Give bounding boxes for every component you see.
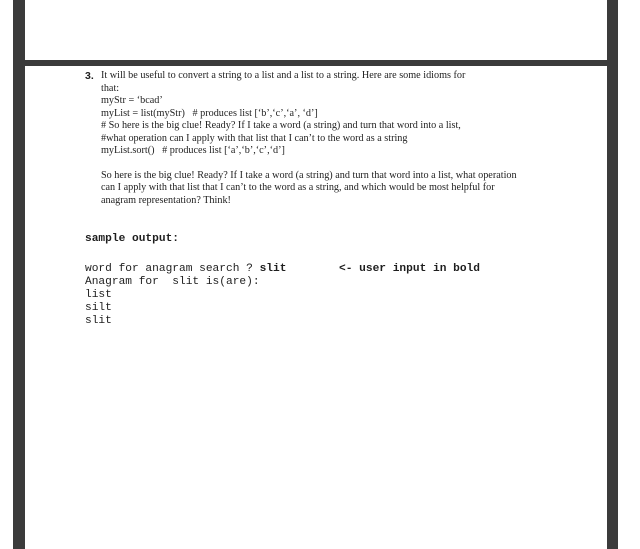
input-note: <- user input in bold [339,263,480,275]
question-line: that: [101,82,120,94]
hint-paragraph: So here is the big clue! Ready? If I take a word (a string) and turn that word into a list, what operation can I apply with that list that I can’t to the word as a string, and which would be most helpful for anagram representation? Think! [101,169,517,206]
previous-page [25,0,607,60]
question-line: It will be useful to convert a string to a list and a list to a string. Here are some idioms for [101,70,466,81]
code-line: myList.sort() # produces list [‘a’,‘b’,‘c’,‘d’] [101,145,285,156]
viewer-frame-right [607,0,618,549]
prompt-text: word for anagram search ? [85,263,260,275]
viewer-frame-left [13,0,25,549]
prompt-line [85,263,545,276]
result-item: list [85,289,112,301]
result-item: slit [85,315,112,327]
document-content [85,70,545,328]
result-item: silt [85,302,112,314]
sample-output-heading: sample output: [85,233,179,245]
result-header: Anagram for slit is(are): [85,276,260,288]
code-line: myStr = ‘bcad’ [101,95,163,106]
comment-line: # So here is the big clue! Ready? If I take a word (a string) and turn that word into a list, [101,120,461,131]
question-text [101,70,545,158]
question-block [85,70,545,158]
comment-line: #what operation can I apply with that list that I can’t to the word as a string [101,132,408,144]
sample-output-block [85,263,545,328]
question-number: 3. [85,70,94,82]
code-line: myList = list(myStr) # produces list [‘b’,‘c’,‘a’, ‘d’] [101,107,318,119]
user-input-text: slit [259,263,287,275]
